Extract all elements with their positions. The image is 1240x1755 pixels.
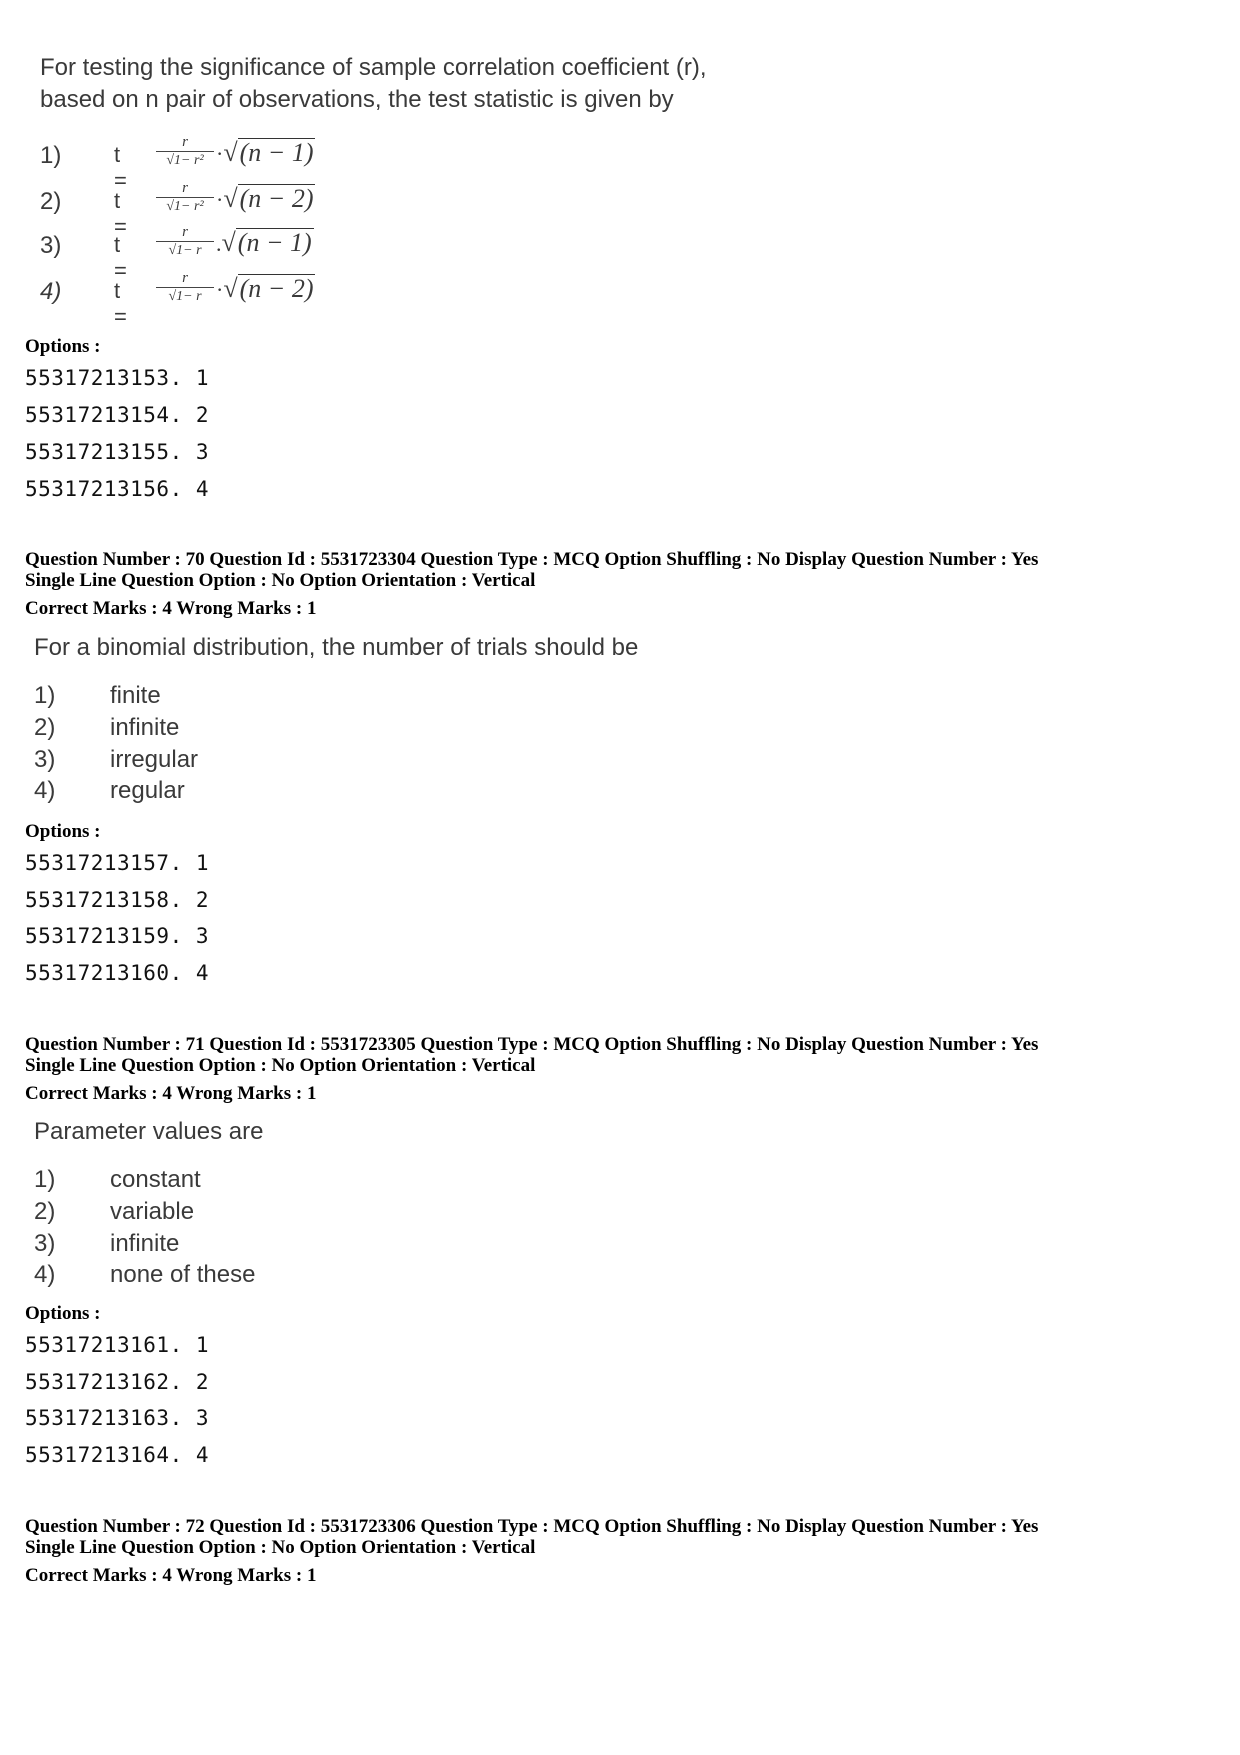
option-id-line: 55317213160. 4 (25, 961, 210, 985)
formula-fraction (152, 134, 218, 169)
question-70-stem: For a binomial distribution, the number of trials should be (34, 634, 639, 661)
choice-text: finite (110, 682, 161, 709)
radicand: (n − 2) (239, 184, 314, 213)
sqrt-symbol: √ (223, 274, 238, 303)
formula-number: 4) (40, 278, 62, 305)
question-69-stem-image (40, 52, 1140, 116)
formula-lhs: t = (114, 278, 127, 329)
question-71-marks: Correct Marks : 4 Wrong Marks : 1 (25, 1083, 317, 1104)
option-id-line: 55317213154. 2 (25, 403, 210, 427)
choice-number: 3) (34, 1230, 56, 1257)
formula-root (216, 138, 315, 168)
option-id-line: 55317213159. 3 (25, 924, 210, 948)
formula-dot: · (216, 277, 224, 302)
radicand: (n − 2) (239, 274, 314, 303)
choice-text: infinite (110, 1230, 180, 1257)
choice-number: 1) (34, 1166, 56, 1193)
choice-text: regular (110, 777, 185, 804)
sqrt-symbol: √ (223, 184, 238, 213)
choice-number: 2) (34, 1198, 56, 1225)
fraction-numerator: r (182, 180, 188, 196)
formula-lhs: t = (114, 142, 127, 193)
question-72-meta-line-1: Question Number : 72 Question Id : 5531723306 Question Type : MCQ Option Shuffling : No Display Question Number : Yes (25, 1516, 1039, 1537)
choice-number: 4) (34, 777, 56, 804)
fraction-numerator: r (182, 270, 188, 286)
question-71-stem: Parameter values are (34, 1118, 264, 1145)
sqrt-symbol: √ (223, 138, 238, 167)
sqrt-symbol: √ (221, 228, 236, 257)
choice-number: 2) (34, 714, 56, 741)
question-70-marks: Correct Marks : 4 Wrong Marks : 1 (25, 598, 317, 619)
fraction-denominator: √1− r (168, 289, 202, 304)
formula-lhs: t = (114, 232, 127, 283)
formula-fraction (152, 180, 218, 215)
choice-number: 3) (34, 746, 56, 773)
option-id-line: 55317213163. 3 (25, 1406, 210, 1430)
option-id-line: 55317213153. 1 (25, 366, 210, 390)
option-id-line: 55317213157. 1 (25, 851, 210, 875)
formula-dot: · (216, 187, 224, 212)
question-69-stem-line-2: based on n pair of observations, the test statistic is given by (40, 86, 674, 113)
option-id-line: 55317213162. 2 (25, 1370, 210, 1394)
choice-text: none of these (110, 1261, 256, 1288)
formula-number: 3) (40, 232, 62, 259)
fraction-denominator: √1− r (168, 243, 202, 258)
formula-fraction (152, 270, 218, 305)
question-70-meta-line-2: Single Line Question Option : No Option Orientation : Vertical (25, 570, 536, 591)
option-id-line: 55317213155. 3 (25, 440, 210, 464)
option-id-line: 55317213164. 4 (25, 1443, 210, 1467)
options-label: Options : (25, 336, 101, 357)
radicand: (n − 1) (239, 138, 314, 167)
formula-root (216, 228, 314, 258)
choice-number: 1) (34, 682, 56, 709)
options-label: Options : (25, 1303, 101, 1324)
choice-text: variable (110, 1198, 195, 1225)
formula-dot: . (216, 231, 222, 256)
choice-number: 4) (34, 1261, 56, 1288)
formula-root (216, 184, 315, 214)
choice-text: constant (110, 1166, 201, 1193)
fraction-denominator: √1− r² (166, 199, 204, 214)
formula-dot: · (216, 141, 224, 166)
radicand: (n − 1) (237, 228, 312, 257)
question-72-marks: Correct Marks : 4 Wrong Marks : 1 (25, 1565, 317, 1586)
formula-number: 2) (40, 188, 62, 215)
question-69-stem-line-1: For testing the significance of sample correlation coefficient (r), (40, 54, 707, 81)
choice-text: irregular (110, 746, 199, 773)
options-label: Options : (25, 821, 101, 842)
fraction-numerator: r (182, 224, 188, 240)
option-id-line: 55317213156. 4 (25, 477, 210, 501)
question-71-meta-line-2: Single Line Question Option : No Option Orientation : Vertical (25, 1055, 536, 1076)
fraction-denominator: √1− r² (166, 153, 204, 168)
question-72-meta-line-2: Single Line Question Option : No Option Orientation : Vertical (25, 1537, 536, 1558)
formula-number: 1) (40, 142, 62, 169)
formula-fraction (152, 224, 218, 259)
choice-text: infinite (110, 714, 180, 741)
question-71-meta-line-1: Question Number : 71 Question Id : 5531723305 Question Type : MCQ Option Shuffling : No Display Question Number : Yes (25, 1034, 1039, 1055)
fraction-numerator: r (182, 134, 188, 150)
formula-root (216, 274, 315, 304)
option-id-line: 55317213161. 1 (25, 1333, 210, 1357)
formula-lhs: t = (114, 188, 127, 239)
option-id-line: 55317213158. 2 (25, 888, 210, 912)
question-70-meta-line-1: Question Number : 70 Question Id : 5531723304 Question Type : MCQ Option Shuffling : No Display Question Number : Yes (25, 549, 1039, 570)
